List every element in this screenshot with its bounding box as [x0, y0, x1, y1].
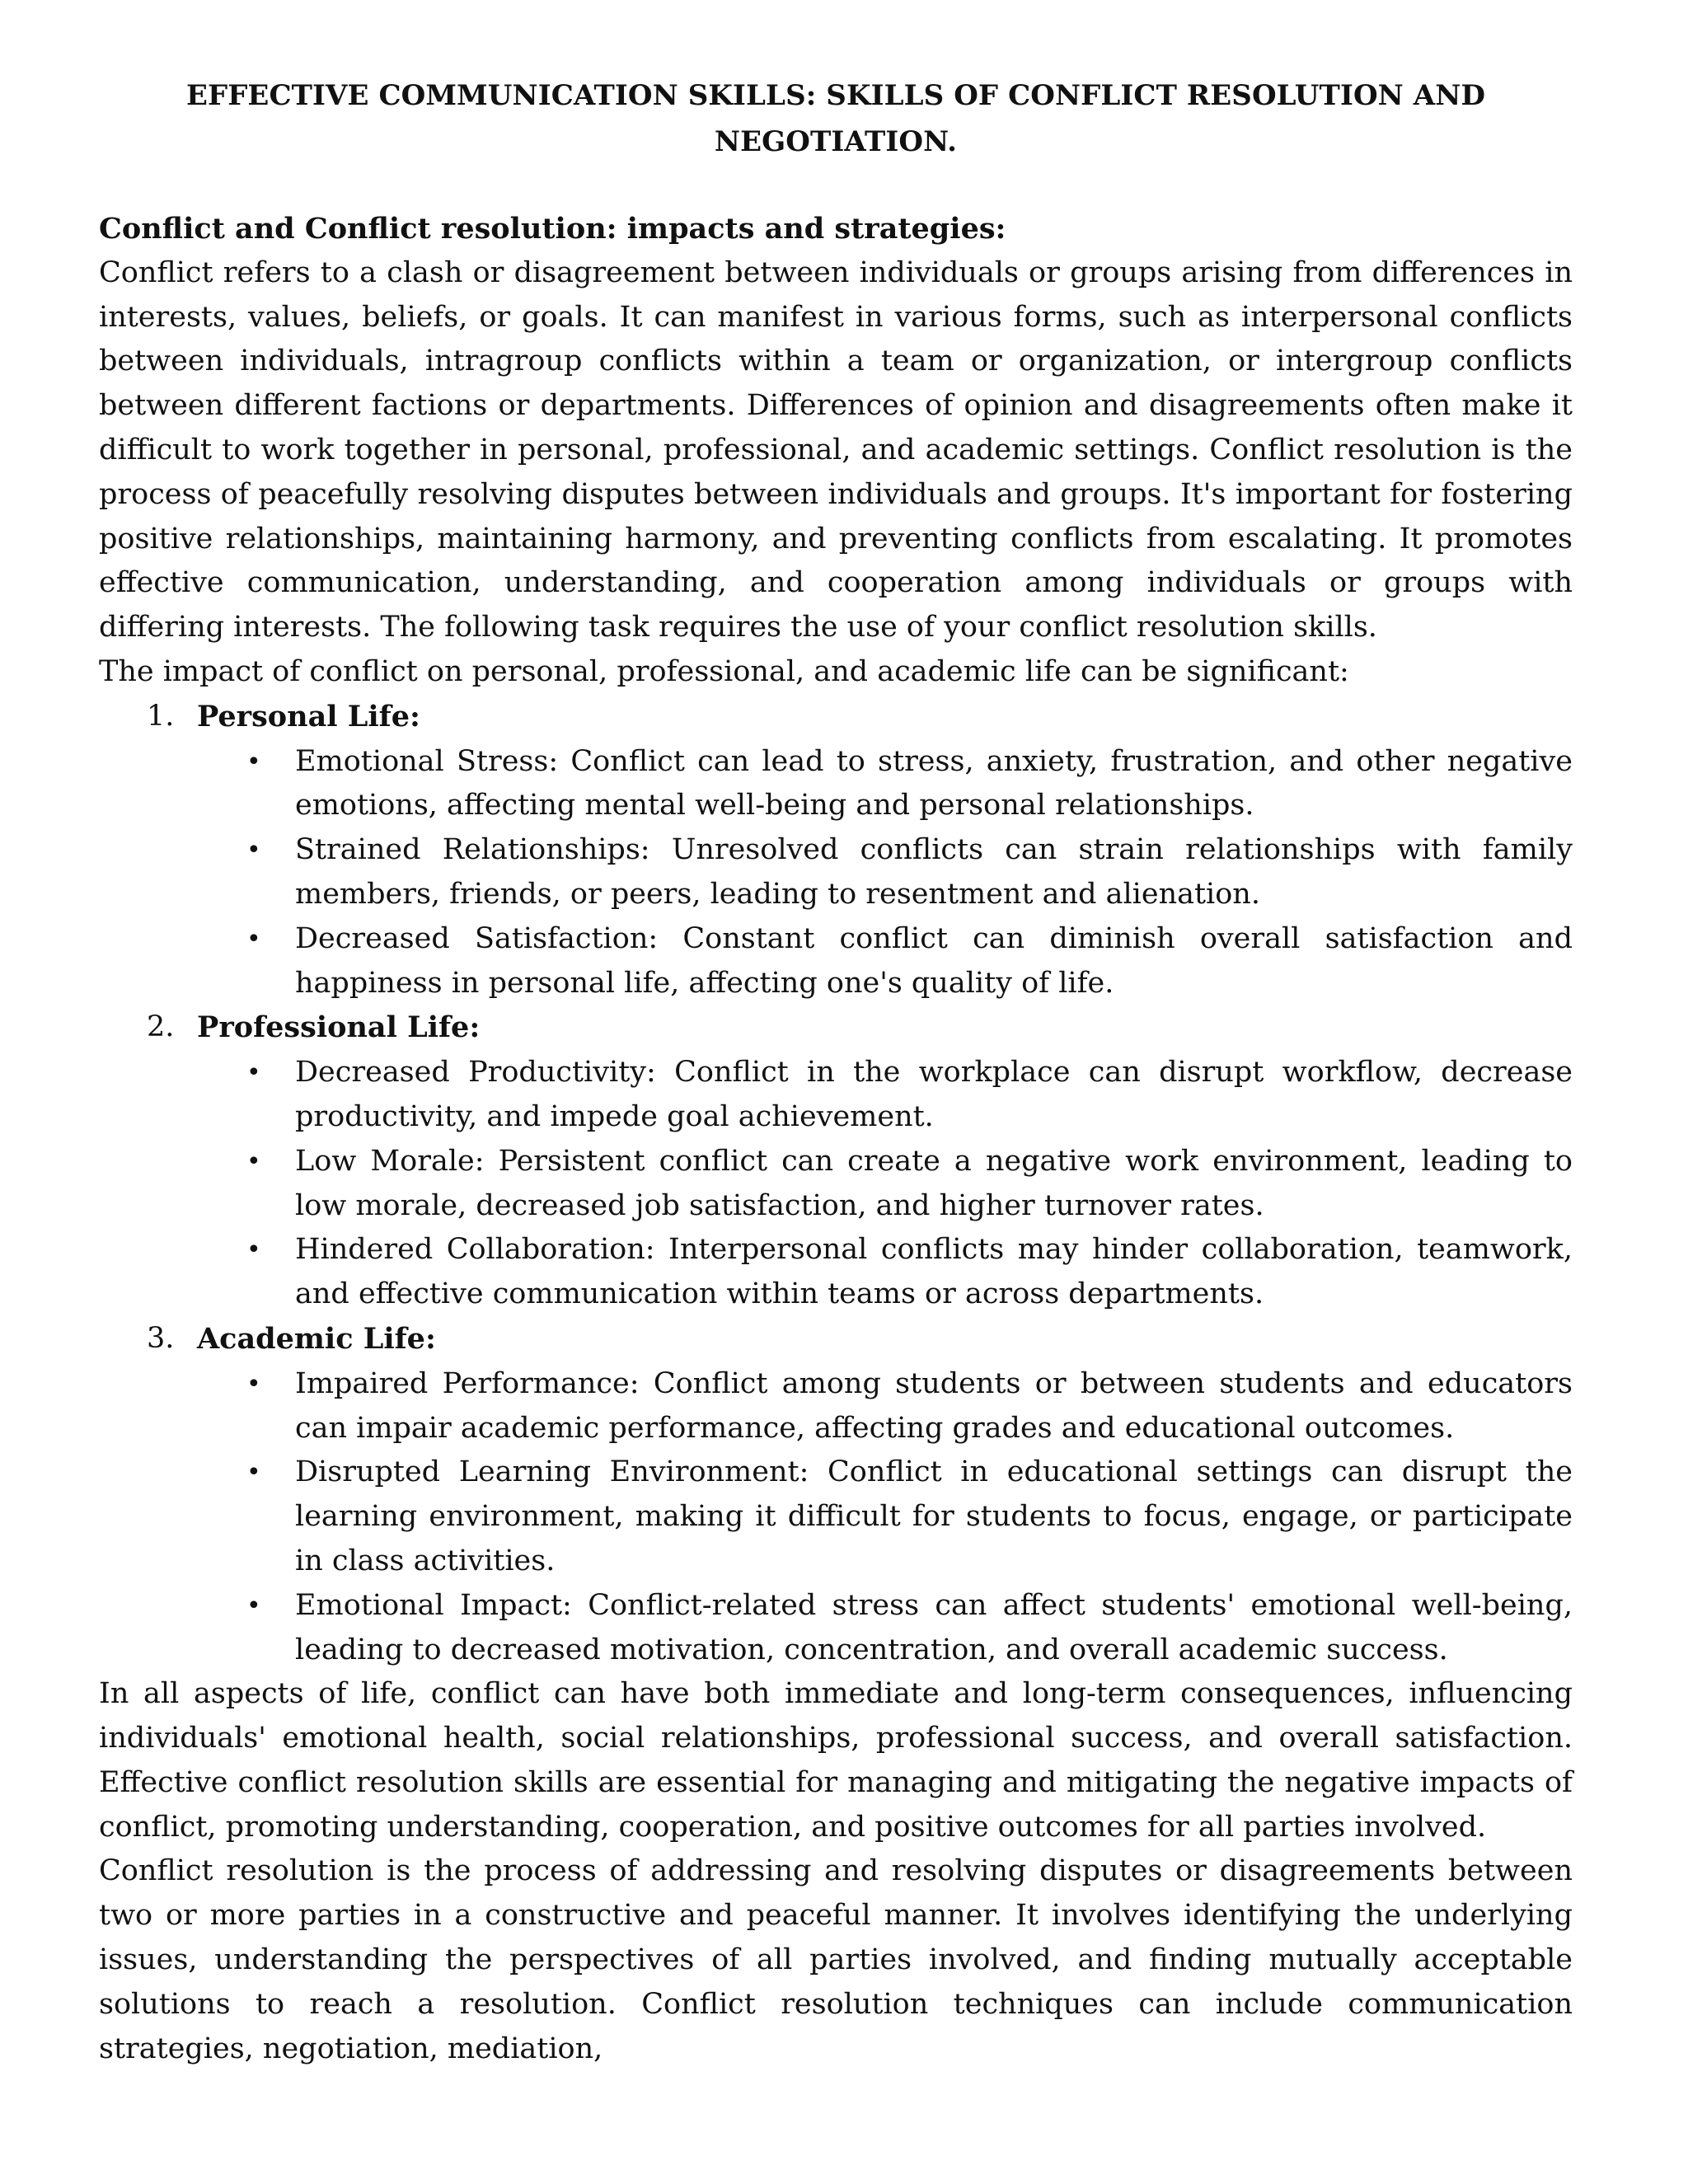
point-text: Impaired Performance: Conflict among students or between students and educators can impair academic performance, affecting grades and educational outcomes. — [295, 1366, 1573, 1445]
list-item — [197, 917, 1573, 1006]
point-text: Strained Relationships: Unresolved conflicts can strain relationships with family members, friends, or peers, leading to resentment and alienation. — [295, 833, 1573, 911]
bullet-icon: • — [246, 1058, 261, 1088]
point-text: Disrupted Learning Environment: Conflict in educational settings can disrupt the learning environment, making it difficult for students to focus, engage, or participate in class activities. — [295, 1455, 1573, 1577]
list-number: 1. — [147, 699, 175, 733]
impact-label: Professional Life: — [197, 1010, 481, 1045]
list-number: 2. — [147, 1010, 175, 1044]
summary-paragraph: In all aspects of life, conflict can have both immediate and long-term consequences, influencing individuals' emotional health, social relationships, professional success, and overall satisfaction. Effective conflict resolution skills are essential for managing and mitigating the negative impacts of conflict, promoting understanding, cooperation, and positive outcomes for all parties involved. — [99, 1677, 1573, 1844]
bullet-icon: • — [246, 924, 261, 954]
impact-label: Academic Life: — [197, 1321, 436, 1356]
intro-paragraph: Conflict refers to a clash or disagreement between individuals or groups arising from differences in interests, values, beliefs, or goals. It can manifest in various forms, such as interpersonal conflicts between individuals, intragroup conflicts within a team or organization, or intergroup conflicts between different factions or departments. Differences of opinion and disagreements often make it difficult to work together in personal, professional, and academic settings. Conflict resolution is the process of peacefully resolving disputes between individuals and groups. It's important for fostering positive relationships, maintaining harmony, and preventing conflicts from escalating. It promotes effective communication, understanding, and cooperation among individuals or groups with differing interests. The following task requires the use of your conflict resolution skills. — [99, 255, 1573, 644]
point-text: Hindered Collaboration: Interpersonal conflicts may hinder collaboration, teamwork, and effective communication within teams or across departments. — [295, 1233, 1573, 1311]
impact-item-personal-life — [99, 695, 1573, 740]
impact-intro: The impact of conflict on personal, professional, and academic life can be significant: — [99, 654, 1349, 688]
impact-item-academic-life — [99, 1317, 1573, 1362]
document-page — [99, 73, 1573, 2071]
list-item — [197, 1051, 1573, 1140]
list-item — [197, 1228, 1573, 1317]
point-text: Low Morale: Persistent conflict can create a negative work environment, leading to low morale, decreased job satisfaction, and higher turnover rates. — [295, 1144, 1573, 1222]
personal-life-points — [99, 740, 1573, 1006]
point-text: Emotional Stress: Conflict can lead to stress, anxiety, frustration, and other negative emotions, affecting mental well-being and personal relationships. — [295, 744, 1573, 823]
list-item — [197, 740, 1573, 829]
point-text: Decreased Satisfaction: Constant conflict can diminish overall satisfaction and happiness in personal life, affecting one's quality of life. — [295, 921, 1573, 1000]
section-heading: Conflict and Conflict resolution: impacts and strategies: — [99, 212, 1006, 246]
impact-list — [99, 695, 1573, 1673]
list-number: 3. — [147, 1321, 175, 1355]
list-item — [197, 1362, 1573, 1451]
impact-label: Personal Life: — [197, 699, 420, 733]
impact-item-professional-life — [99, 1005, 1573, 1051]
list-item — [197, 1140, 1573, 1229]
professional-life-points — [99, 1051, 1573, 1317]
list-item — [197, 1584, 1573, 1673]
bullet-icon: • — [246, 836, 261, 865]
document-title: EFFECTIVE COMMUNICATION SKILLS: SKILLS OF CONFLICT RESOLUTION AND NEGOTIATION. — [185, 79, 1486, 158]
point-text: Emotional Impact: Conflict-related stress can affect students' emotional well-being, leading to decreased motivation, concentration, and overall academic success. — [295, 1588, 1573, 1666]
bullet-icon: • — [246, 1591, 261, 1620]
list-item — [197, 1451, 1573, 1583]
bullet-icon: • — [246, 747, 261, 776]
list-item — [197, 828, 1573, 917]
bullet-icon: • — [246, 1458, 261, 1488]
bullet-icon: • — [246, 1146, 261, 1176]
resolution-paragraph: Conflict resolution is the process of addressing and resolving disputes or disagreements between two or more parties in a constructive and peaceful manner. It involves identifying the underlying issues, understanding the perspectives of all parties involved, and finding mutually acceptable solutions to reach a resolution. Conflict resolution techniques can include communication strategies, negotiation, mediation, — [99, 1854, 1573, 2065]
bullet-icon: • — [246, 1369, 261, 1399]
academic-life-points — [99, 1362, 1573, 1673]
bullet-icon: • — [246, 1235, 261, 1265]
point-text: Decreased Productivity: Conflict in the workplace can disrupt workflow, decrease productivity, and impede goal achievement. — [295, 1056, 1573, 1133]
